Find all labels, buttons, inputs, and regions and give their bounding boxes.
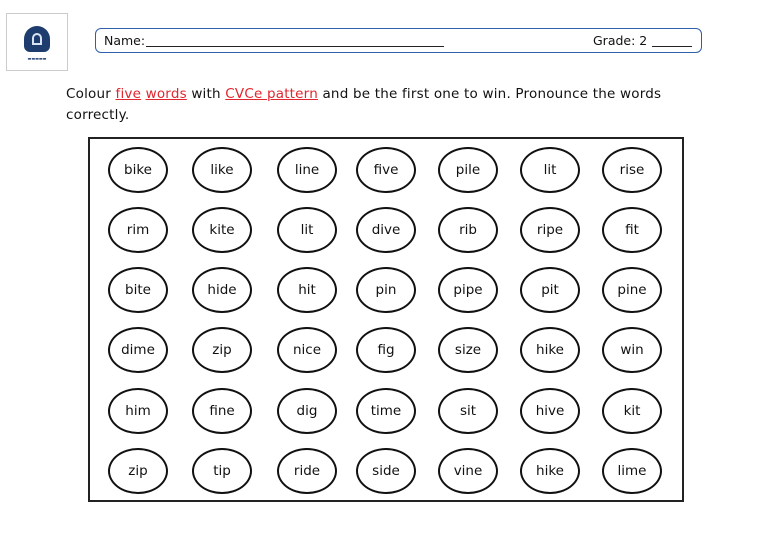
word-circle-ripe[interactable]: ripe: [520, 207, 580, 253]
highlight-words: words: [145, 86, 187, 102]
word-circle-sit[interactable]: sit: [438, 388, 498, 434]
word-circle-rib[interactable]: rib: [438, 207, 498, 253]
word-circle-nice[interactable]: nice: [277, 327, 337, 373]
word-circle-bike[interactable]: bike: [108, 147, 168, 193]
word-circle-hike[interactable]: hike: [520, 327, 580, 373]
word-circle-dive[interactable]: dive: [356, 207, 416, 253]
word-circle-rise[interactable]: rise: [602, 147, 662, 193]
word-circle-five[interactable]: five: [356, 147, 416, 193]
word-circle-dig[interactable]: dig: [277, 388, 337, 434]
instruction-part-2: with: [186, 86, 226, 102]
instructions-text: [66, 84, 706, 126]
word-circle-lit[interactable]: lit: [277, 207, 337, 253]
word-circle-fit[interactable]: fit: [602, 207, 662, 253]
school-emblem-icon: [24, 26, 50, 52]
word-circle-win[interactable]: win: [602, 327, 662, 373]
name-label: Name:: [104, 33, 146, 48]
word-circle-ride[interactable]: ride: [277, 448, 337, 494]
word-circle-kit[interactable]: kit: [602, 388, 662, 434]
word-circle-side[interactable]: side: [356, 448, 416, 494]
word-circle-like[interactable]: like: [192, 147, 252, 193]
word-circle-him[interactable]: him: [108, 388, 168, 434]
word-circle-hit[interactable]: hit: [277, 267, 337, 313]
word-circle-dime[interactable]: dime: [108, 327, 168, 373]
word-circle-line[interactable]: line: [277, 147, 337, 193]
word-circle-bite[interactable]: bite: [108, 267, 168, 313]
grade-label: Grade: 2: [593, 33, 648, 48]
word-circle-pine[interactable]: pine: [602, 267, 662, 313]
word-circle-fig[interactable]: fig: [356, 327, 416, 373]
highlight-five: five: [115, 86, 142, 102]
word-circle-hike[interactable]: hike: [520, 448, 580, 494]
word-circle-pipe[interactable]: pipe: [438, 267, 498, 313]
word-circle-pile[interactable]: pile: [438, 147, 498, 193]
word-circle-pit[interactable]: pit: [520, 267, 580, 313]
school-logo: [6, 13, 68, 71]
highlight-cvce-pattern: CVCe pattern: [225, 86, 318, 102]
word-circle-size[interactable]: size: [438, 327, 498, 373]
word-circle-kite[interactable]: kite: [192, 207, 252, 253]
word-circle-lit[interactable]: lit: [520, 147, 580, 193]
student-info-box: [95, 28, 702, 53]
grade-field[interactable]: [652, 46, 692, 47]
word-circle-hive[interactable]: hive: [520, 388, 580, 434]
word-circle-fine[interactable]: fine: [192, 388, 252, 434]
word-circle-time[interactable]: time: [356, 388, 416, 434]
word-circle-lime[interactable]: lime: [602, 448, 662, 494]
word-circle-zip[interactable]: zip: [192, 327, 252, 373]
name-field[interactable]: [146, 46, 444, 47]
word-circle-vine[interactable]: vine: [438, 448, 498, 494]
word-circle-zip[interactable]: zip: [108, 448, 168, 494]
school-logo-text: ▬▬▬▬▬: [27, 55, 47, 61]
instruction-part-1: Colour: [66, 86, 116, 102]
instruction-part-3: and be the first one to win. Pronounce the words correctly.: [66, 86, 662, 123]
word-circle-hide[interactable]: hide: [192, 267, 252, 313]
word-circle-pin[interactable]: pin: [356, 267, 416, 313]
word-circle-rim[interactable]: rim: [108, 207, 168, 253]
word-circle-tip[interactable]: tip: [192, 448, 252, 494]
word-board: [88, 137, 684, 502]
